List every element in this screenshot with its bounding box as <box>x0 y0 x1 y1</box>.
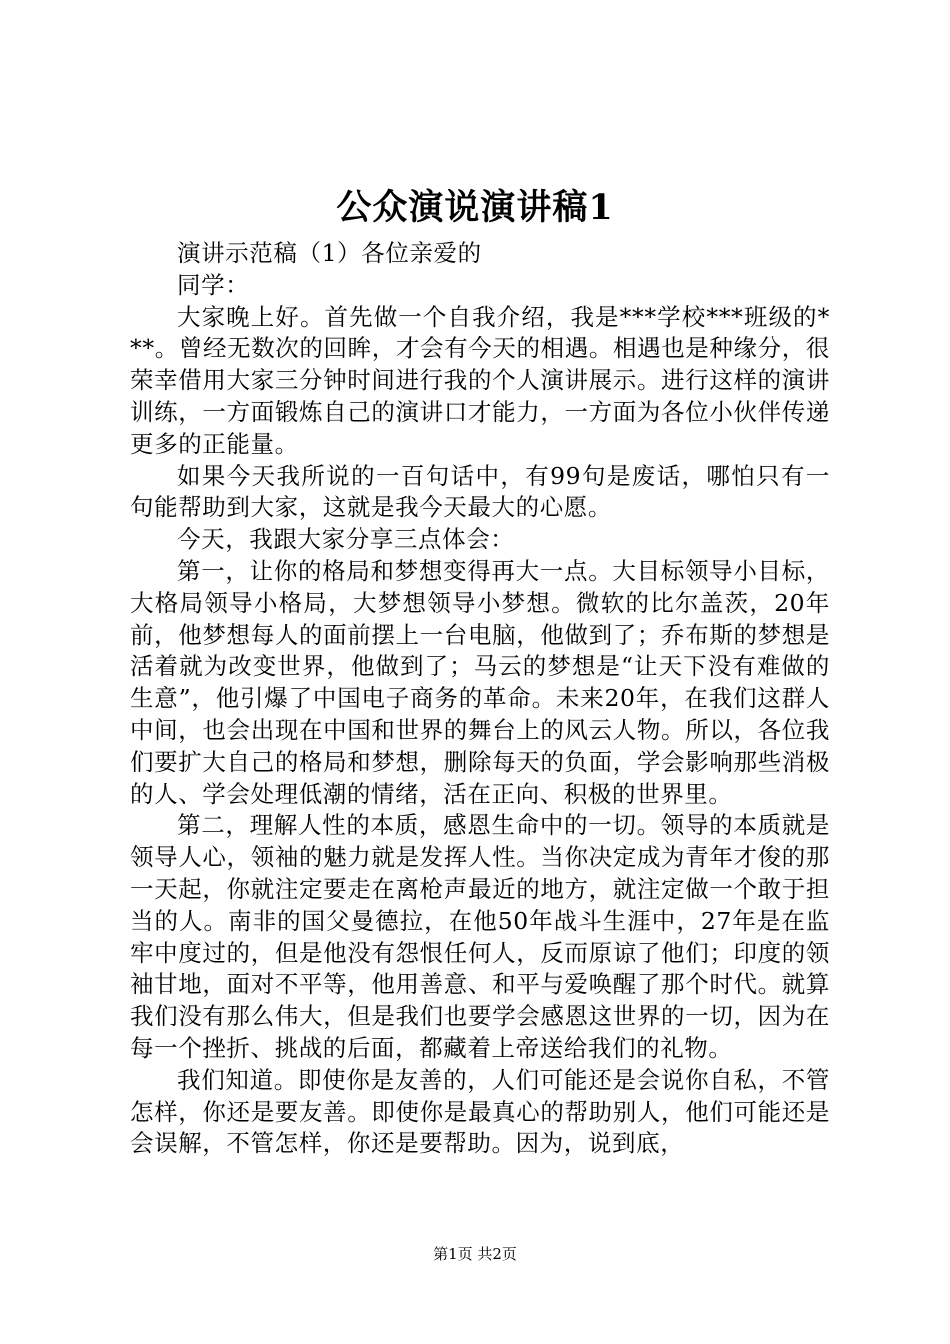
paragraph: 今天，我跟大家分享三点体会： <box>177 525 515 554</box>
paragraph: 第二，理解人性的本质，感恩生命中的一切。领导的本质就是领导人心，领袖的魅力就是发挥人性。当你决定成为青年才俊的那一天起，你就注定要走在离枪声最近的地方，就注定做一个敢于担当的人。南非的国父曼德拉，在他50年战斗生涯中，27年是在监牢中度过的，但是他没有怨恨任何人，反而原谅了他们；印度的领袖甘地，面对不平等，他用善意、和平与爱唤醒了那个时代。就算我们没有那么伟大，但是我们也要学会感恩这世界的一切，因为在每一个挫折、挑战的后面，都藏着上帝送给我们的礼物。 <box>130 811 830 1062</box>
page-number-footer: 第1页 共2页 <box>433 1245 517 1263</box>
paragraph: 如果今天我所说的一百句话中，有99句是废话，哪怕只有一句能帮助到大家，这就是我今天最大的心愿。 <box>130 461 830 522</box>
document-body <box>130 238 830 1160</box>
paragraph: 同学： <box>177 270 250 299</box>
paragraph: 我们知道。即使你是友善的，人们可能还是会说你自私，不管怎样，你还是要友善。即使你是最真心的帮助别人，他们可能还是会误解，不管怎样，你还是要帮助。因为，说到底， <box>130 1065 830 1158</box>
paragraph: 第一，让你的格局和梦想变得再大一点。大目标领导小目标，大格局领导小格局，大梦想领导小梦想。微软的比尔盖茨，20年前，他梦想每人的面前摆上一台电脑，他做到了；乔布斯的梦想是活着就为改变世界，他做到了；马云的梦想是“让天下没有难做的生意”，他引爆了中国电子商务的革命。未来20年，在我们这群人中间，也会出现在中国和世界的舞台上的风云人物。所以，各位我们要扩大自己的格局和梦想，删除每天的负面，学会影响那些消极的人、学会处理低潮的情绪，活在正向、积极的世界里。 <box>130 556 830 808</box>
paragraph: 大家晚上好。首先做一个自我介绍，我是***学校***班级的***。曾经无数次的回眸，才会有今天的相遇。相遇也是种缘分，很荣幸借用大家三分钟时间进行我的个人演讲展示。进行这样的演讲训练，一方面锻炼自己的演讲口才能力，一方面为各位小伙伴传递更多的正能量。 <box>130 302 830 458</box>
document-title: 公众演说演讲稿1 <box>336 187 614 228</box>
paragraph: 演讲示范稿（1）各位亲爱的 <box>177 239 482 267</box>
